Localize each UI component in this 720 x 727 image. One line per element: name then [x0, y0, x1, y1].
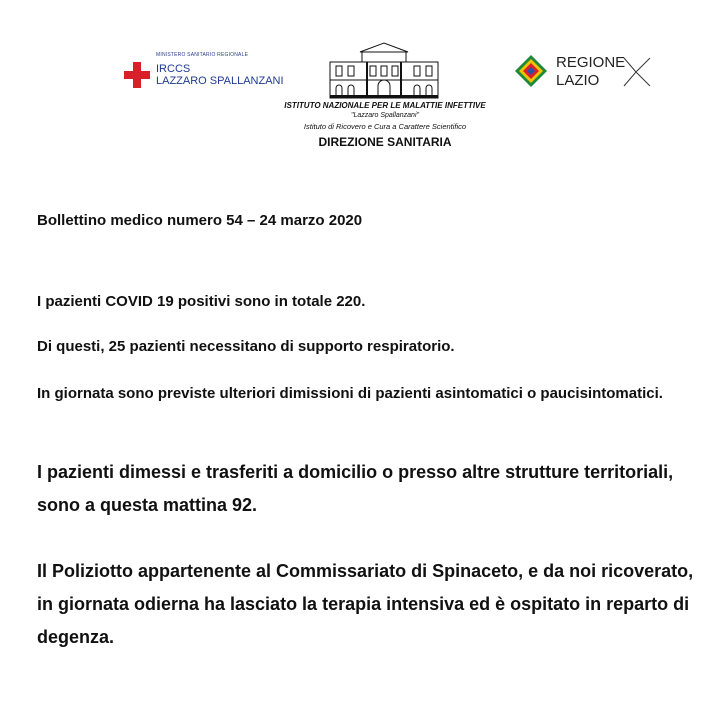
regione-lazio-logo	[514, 52, 654, 92]
bulletin-paragraph-4: I pazienti dimessi e trasferiti a domicilio o presso altre strutture territoriali, sono a questa mattina 92.	[37, 462, 674, 515]
irccs-logo-line2: LAZZARO SPALLANZANI	[156, 75, 284, 87]
bulletin-paragraph-3: In giornata sono previste ulteriori dimissioni di pazienti asintomatici o paucisintomatici.	[37, 385, 663, 402]
letterhead	[0, 0, 720, 170]
institute-name: ISTITUTO NAZIONALE PER LE MALATTIE INFETTIVE	[284, 101, 486, 110]
irccs-logo-ministry: MINISTERO SANITARIO REGIONALE	[156, 52, 249, 58]
bulletin-paragraph-5: Il Poliziotto appartenente al Commissariato di Spinaceto, e da noi ricoverato, in giornata odierna ha lasciato la terapia intensiva ed è ospitato in reparto di degenza.	[37, 561, 694, 647]
regione-lazio-chevron-icon	[622, 54, 652, 90]
bulletin-paragraph-2: Di questi, 25 pazienti necessitano di supporto respiratorio.	[37, 338, 455, 355]
regione-lazio-emblem-icon	[514, 54, 548, 88]
department-title: DIREZIONE SANITARIA	[318, 135, 452, 149]
institute-type: Istituto di Ricovero e Cura a Carattere Scientifico	[303, 122, 467, 131]
irccs-logo-line1: IRCCS	[156, 63, 191, 75]
red-cross-icon	[124, 62, 150, 88]
regione-lazio-logo-line1: REGIONE	[556, 54, 626, 71]
irccs-spallanzani-logo	[122, 50, 292, 90]
regione-lazio-logo-line2: LAZIO	[556, 72, 600, 89]
bulletin-title: Bollettino medico numero 54 – 24 marzo 2020	[37, 212, 363, 229]
institute-subtitle: "Lazzaro Spallanzani"	[350, 112, 419, 119]
institute-building-icon	[326, 42, 442, 100]
bulletin-paragraph-1: I pazienti COVID 19 positivi sono in totale 220.	[37, 293, 366, 310]
